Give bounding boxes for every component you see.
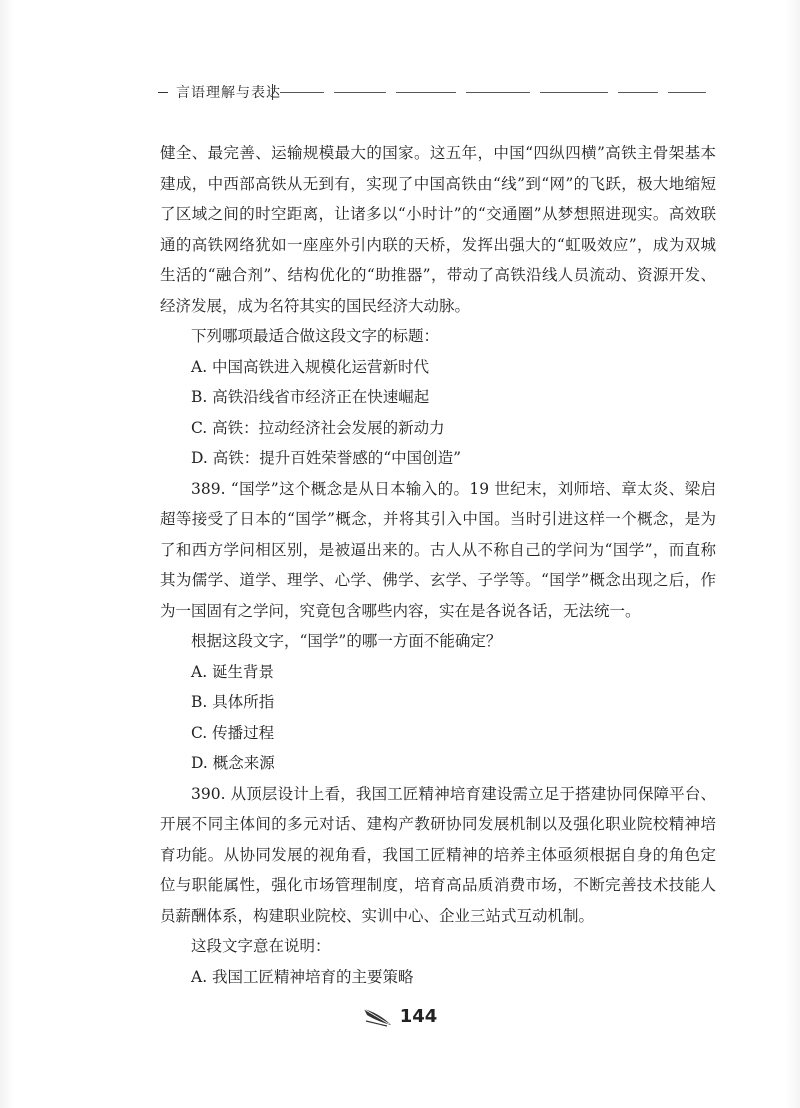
header-title: 言语理解与表达 [176,85,281,101]
answer-option: A. 中国高铁进入规模化运营新时代 [191,357,430,376]
answer-option: A. 诞生背景 [191,662,275,681]
answer-option: B. 具体所指 [191,693,275,711]
running-header [158,82,706,106]
page-footer [0,1006,800,1027]
answer-option: C. 高铁：拉动经济社会发展的新动力 [191,418,445,437]
header-rule [466,92,530,93]
answer-option: D. 概念来源 [191,754,275,772]
page-number: 144 [399,1006,438,1027]
page-content [160,138,716,992]
answer-option: A. 我国工匠精神培育的主要策略 [191,967,414,986]
header-rule [334,92,386,93]
answer-option: D. 高铁：提升百姓荣誉感的“中国创造” [191,449,462,467]
question-390-passage: 390. 从顶层设计上看，我国工匠精神培育建设需立足于搭建协同保障平台、开展不同主体间的多元对话、建构产教研协同发展机制以及强化职业院校精神培育功能。从协同发展的视角看，我国工匠精神的培养主体亟须根据自身的角色定位与职能属性，强化市场管理制度，培育高品质消费市场，不断完善技术技能人员薪酬体系，构建职业院校、实训中心、企业三站式互动机制。 [160,784,716,925]
header-rule [540,92,608,93]
header-rule [668,92,706,93]
answer-option: C. 传播过程 [191,723,275,742]
header-separator [272,84,273,100]
answer-option: B. 高铁沿线省市经济正在快速崛起 [191,388,430,406]
header-rule [396,92,456,93]
question-389-passage: 389. “国学”这个概念是从日本输入的。19 世纪末，刘师培、章太炎、梁启超等接受了日本的“国学”概念，并将其引入中国。当时引进这样一个概念，是为了和西方学问相区别，是被逼出来的。古人从不称自己的学问为“国学”，而直称其为儒学、道学、理学、心学、佛学、玄学、子学等。“国学”概念出现之后，作为一国固有之学问，究竟包含哪些内容，实在是各说各话，无法统一。 [160,479,716,620]
header-lead-line [158,92,168,93]
question-prompt: 下列哪项最适合做这段文字的标题： [191,327,440,345]
question-390-prompt: 这段文字意在说明： [191,937,331,955]
question-389-prompt: 根据这段文字，“国学”的哪一方面不能确定？ [191,632,502,650]
passage-continuation: 健全、最完善、运输规模最大的国家。这五年，中国“四纵四横”高铁主骨架基本建成，中西部高铁从无到有，实现了中国高铁由“线”到“网”的飞跃，极大地缩短了区域之间的时空距离，让诸多以“小时计”的“交通圈”从梦想照进现实。高效联通的高铁网络犹如一座座外引内联的天桥，发挥出强大的“虹吸效应”，成为双城生活的“融合剂”、结构优化的“助推器”，带动了高铁沿线人员流动、资源开发、经济发展，成为名符其实的国民经济大动脉。 [160,144,716,315]
header-rule [280,92,324,93]
quill-icon [363,1007,393,1027]
header-rule [618,92,658,93]
